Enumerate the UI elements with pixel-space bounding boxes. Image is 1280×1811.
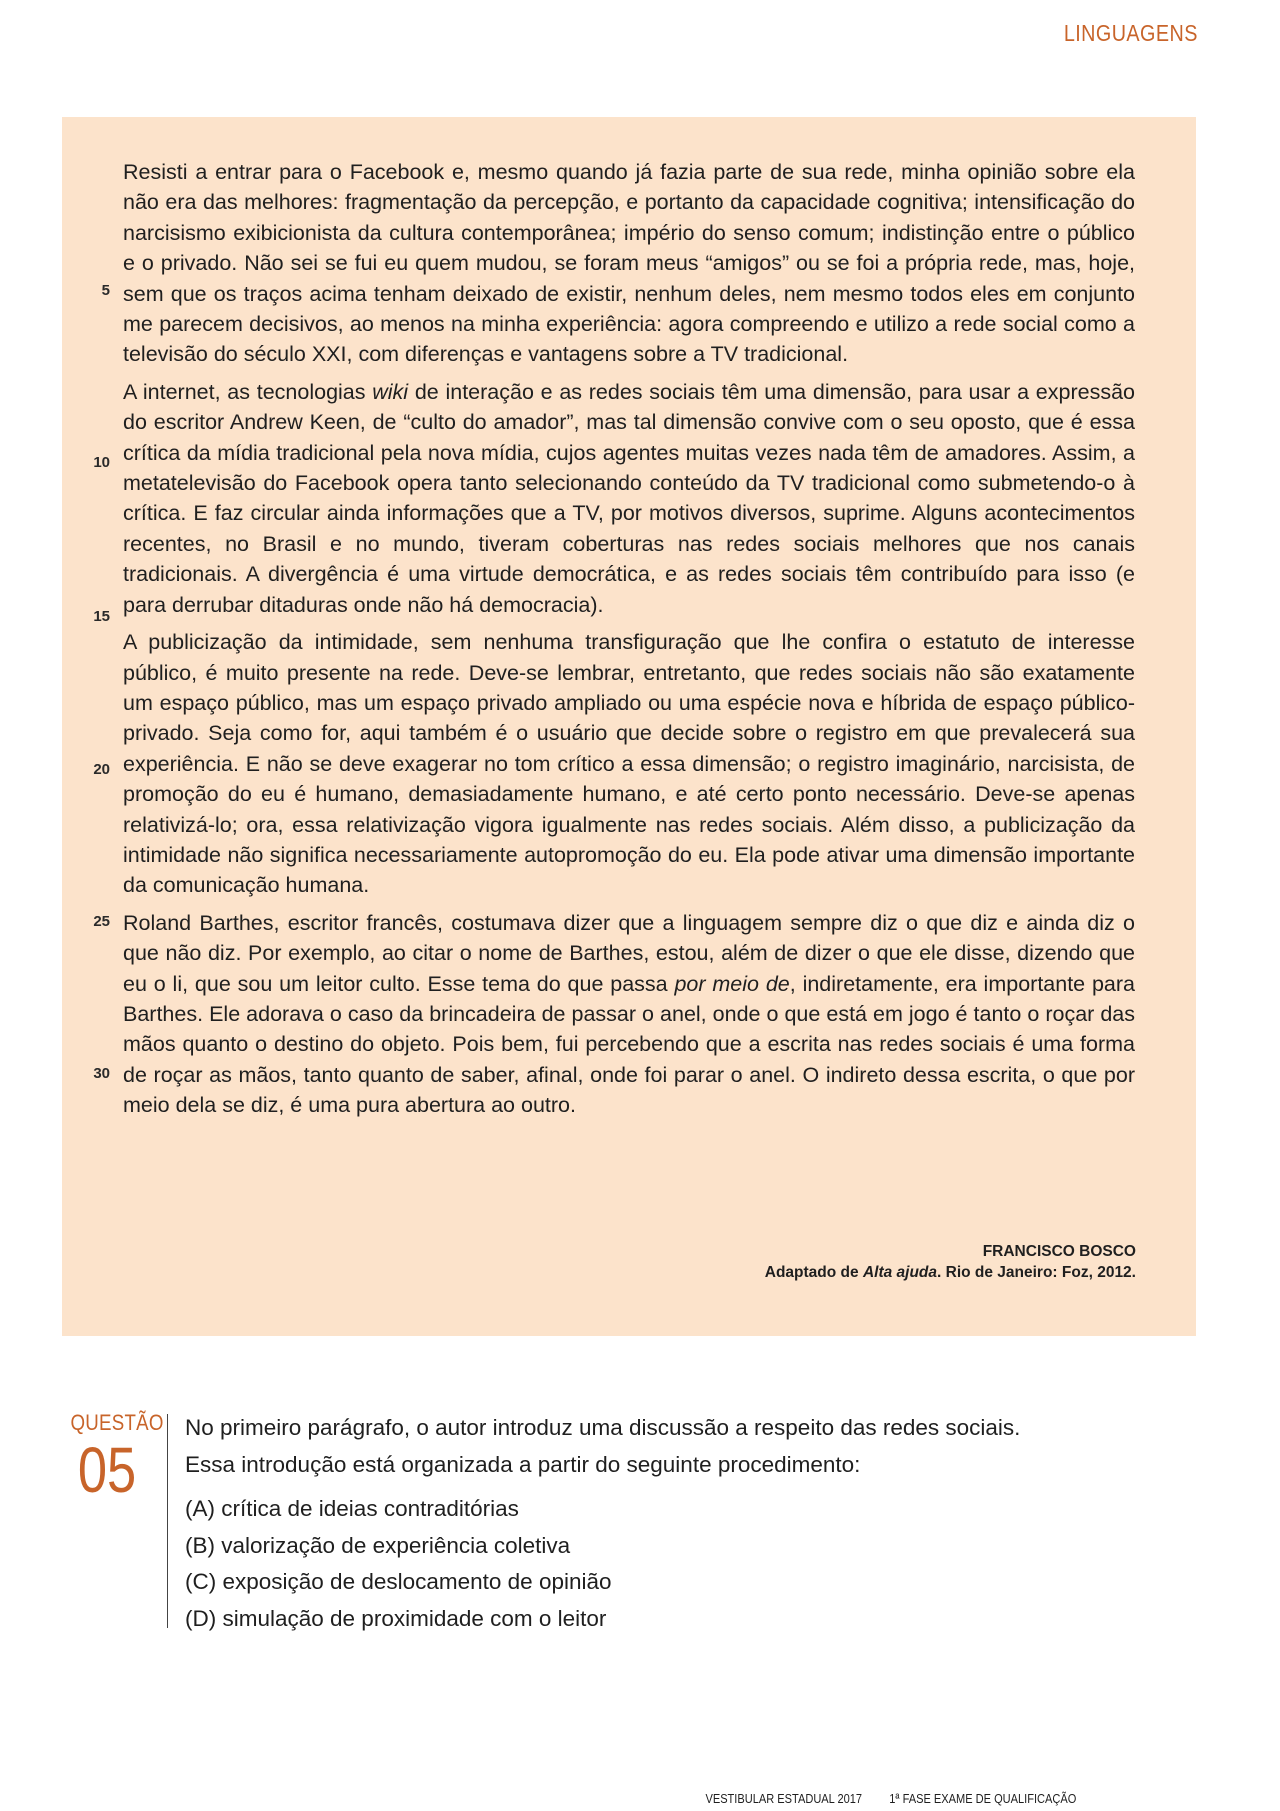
line-number: 20 xyxy=(93,761,110,778)
passage-paragraph xyxy=(123,157,1135,370)
passage-run: A publicização da intimidade, sem nenhuma transfiguração que lhe confira o estatuto de interesse público, é muito presente na rede. Deve-se lembrar, entretanto, que redes sociais não são exatamente um espaço público, mas um espaço privado ampliado ou uma espécie nova e híbrida de espaço público-privado. Seja como for, aqui também é o usuário que decide sobre o registro em que prevalecerá sua experiência. E não se deve exagerar no tom crítico a essa dimensão; o registro imaginário, narcisista, de promoção do eu é humano, demasiadamente humano, e até certo ponto necessário. Deve-se apenas relativizá-lo; ora, essa relativização vigora igualmente nas redes sociais. Além disso, a publicização da intimidade não significa necessariamente autopromoção do eu. Ela pode ativar uma dimensão importante da comunicação humana. xyxy=(123,630,1135,898)
passage-run: Resisti a entrar para o Facebook e, mesmo quando já fazia parte de sua rede, minha opinião sobre ela não era das melhores: fragmentação da percepção, e portanto da capacidade cognitiva; intensificação do narcisismo exibicionista da cultura contemporânea; império do senso comum; indistinção entre o público e o privado. Não sei se fui eu quem mudou, se foram meus “amigos” ou se foi a própria rede, mas, hoje, sem que os traços acima tenham deixado de existir, nenhum deles, nem mesmo todos eles em conjunto me parecem decisivos, ao menos na minha experiência: agora compreendo e utilizo a rede social como a televisão do século XXI, com diferenças e vantagens sobre a TV tradicional. xyxy=(123,160,1135,367)
question-divider xyxy=(167,1414,168,1628)
line-number: 30 xyxy=(93,1065,110,1082)
passage-text xyxy=(123,157,1135,1121)
question-stem-line: Essa introdução está organizada a partir do seguinte procedimento: xyxy=(185,1452,861,1477)
question-label xyxy=(64,1410,164,1506)
source-publisher: . Rio de Janeiro: Foz, 2012. xyxy=(937,1264,1136,1281)
question-body xyxy=(185,1409,1185,1637)
line-number: 25 xyxy=(93,913,110,930)
passage-paragraph xyxy=(123,377,1135,620)
option-a[interactable]: (A) crítica de ideias contraditórias xyxy=(185,1496,519,1521)
passage-emphasis: wiki xyxy=(372,379,409,404)
source-reference xyxy=(765,1262,1136,1283)
footer-exam: VESTIBULAR ESTADUAL 2017 xyxy=(705,1791,862,1806)
passage-box xyxy=(62,117,1196,1336)
line-number: 5 xyxy=(101,282,110,299)
source-prefix: Adaptado de xyxy=(764,1264,863,1281)
question-word: QUESTÃO xyxy=(70,1410,164,1435)
passage-paragraph xyxy=(123,627,1135,901)
line-number: 15 xyxy=(93,608,110,625)
source-author: FRANCISCO BOSCO xyxy=(982,1243,1136,1260)
line-number: 10 xyxy=(93,454,110,471)
option-c[interactable]: (C) exposição de deslocamento de opinião xyxy=(185,1569,612,1594)
page-footer xyxy=(678,1791,1076,1806)
question-number: 05 xyxy=(77,1434,137,1506)
option-b[interactable]: (B) valorização de experiência coletiva xyxy=(185,1532,571,1558)
passage-run: de interação e as redes sociais têm uma dimensão, para usar a expressão do escritor Andrew Keen, de “culto do amador”, mas tal dimensão convive com o seu oposto, que é essa crítica da mídia tradicional pela nova mídia, cujos agentes muitas vezes nada têm de amadores. Assim, a metatelevisão do Facebook opera tanto selecionando conteúdo da TV tradicional como submetendo-o à crítica. E faz circular ainda informações que a TV, por motivos diversos, suprime. Alguns acontecimentos recentes, no Brasil e no mundo, tiveram coberturas nas redes sociais melhores que nos canais tradicionais. A divergência é uma virtude democrática, e as redes sociais têm contribuído para isso (e para derrubar ditaduras onde não há democracia). xyxy=(123,379,1135,617)
passage-paragraph xyxy=(123,908,1135,1121)
passage-emphasis: por meio de xyxy=(674,971,790,996)
source-citation xyxy=(765,1241,1136,1283)
question-stem xyxy=(185,1409,1185,1483)
passage-run: A internet, as tecnologias xyxy=(123,379,373,404)
option-d[interactable]: (D) simulação de proximidade com o leitor xyxy=(185,1605,607,1631)
source-work-title: Alta ajuda xyxy=(862,1264,938,1281)
footer-phase: 1ª FASE EXAME DE QUALIFICAÇÃO xyxy=(888,1791,1076,1806)
question-stem-line: No primeiro parágrafo, o autor introduz uma discussão a respeito das redes sociais. xyxy=(185,1415,1021,1440)
passage-run: Roland Barthes, escritor francês, costumava dizer que a linguagem sempre diz o que diz e ainda diz o que não diz. Por exemplo, ao citar o nome de Barthes, estou, além de dizer o que ele disse, dizendo que eu o li, que sou um leitor culto. Esse tema do que passa xyxy=(123,910,1135,996)
section-label: LINGUAGENS xyxy=(1063,20,1198,46)
passage-run: , indiretamente, era importante para Barthes. Ele adorava o caso da brincadeira de passar o anel, onde o que está em jogo é tanto o roçar das mãos quanto o destino do objeto. Pois bem, fui percebendo que a escrita nas redes sociais é uma forma de roçar as mãos, tanto quanto de saber, afinal, onde foi parar o anel. O indireto dessa escrita, o que por meio dela se diz, é uma pura abertura ao outro. xyxy=(123,971,1136,1118)
